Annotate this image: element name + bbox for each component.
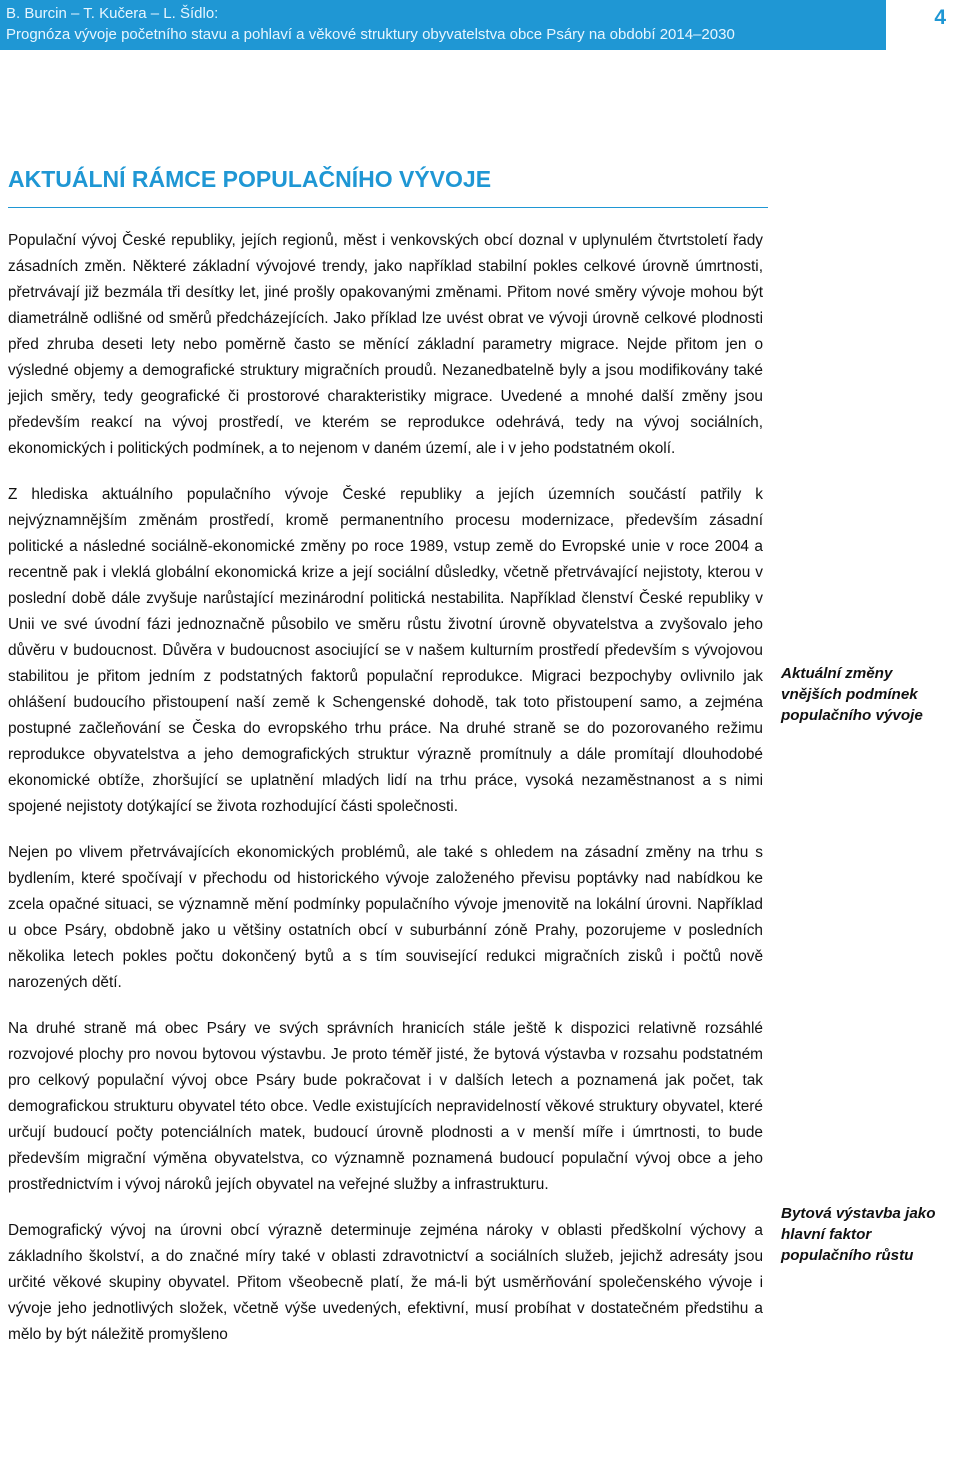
margin-note-housing-construction: Bytová výstavba jako hlavní faktor populačního růstu bbox=[781, 1205, 936, 1264]
paragraph-2: Z hlediska aktuálního populačního vývoje České republiky a jejích územních součástí patřily k nejvýznamnějším změnám prostředí, kromě permanentního procesu modernizace, především zásadní politické a následné sociálně-ekonomické změny po roce 1989, vstup země do Evropské unie v roce 2004 a recentně pak i vleklá globální ekonomická krize a její sociální důsledky, včetně přetrvávající nejistoty, kterou v poslední době dále zvyšuje narůstající mezinárodní politická nestabilita. Například členství České republiky v Unii ve své úvodní fázi jednoznačně působilo ve směru růstu životní úrovně obyvatelstva a zvyšovalo jeho důvěru v budoucnost. Důvěra v budoucnost asociující se v našem kulturním prostředí především s vývojovou stabilitou je přitom jedním z podstatných faktorů populační reprodukce. Migraci bezpochyby ovlivnilo jak ohlášení budoucího přistoupení naší země k Schengenské dohodě, tak toto přistoupení samo, a zejména postupné začleňování se Česka do evropského trhu práce. Na druhé straně se do pozorovaného režimu reprodukce obyvatelstva a jeho demografických struktur výrazně promítnuly a dále promítají dlouhodobé ekonomické obtíže, zhoršující se uplatnění mladých lidí na trhu práce, vysoká nezaměstnanost a s nimi spojené nejistoty dotýkající se života rozhodující části společnosti. bbox=[8, 486, 763, 815]
page-header-band bbox=[0, 0, 960, 50]
paragraph-5: Demografický vývoj na úrovni obcí výrazně determinuje zejména nároky v oblasti předškolní výchovy a základního školství, a do značné míry také v oblasti zdravotnictví a sociálních služeb, jejichž adresáty jsou určité věkové skupiny obyvatel. Přitom všeobecně platí, že má-li být usměrňování společenského vývoje i vývoje jeho jednotlivých složek, včetně výše uvedených, efektivní, musí probíhat v dostatečném předstihu a mělo by být náležitě promyšleno bbox=[8, 1222, 763, 1343]
paragraph-4: Na druhé straně má obec Psáry ve svých správních hranicích stále ještě k dispozici relativně rozsáhlé rozvojové plochy pro novou bytovou výstavbu. Je proto téměř jisté, že bytová výstavba v rozsahu podstatném pro celkový populační vývoj obce Psáry bude pokračovat i v dalších letech a poznamená jak počet, tak demografickou strukturu obyvatel této obce. Vedle existujících nepravidelností věkové struktury obyvatel, které určují budoucí počty potenciálních matek, budoucí úrovně plodnosti a v menší míře i úmrtnosti, to bude především migrační výměna obyvatelstva, co významně poznamená budoucí populační vývoj obce a jeho prostřednictvím i vývoj nároků jejích obyvatel na veřejné služby a infrastrukturu. bbox=[8, 1020, 763, 1193]
paragraph-3: Nejen po vlivem přetrvávajících ekonomických problémů, ale také s ohledem na zásadní změny na trhu s bydlením, které spočívají v přechodu od historického vývoje založeného převisu poptávky nad nabídkou ke zcela opačné situaci, se významně mění podmínky populačního vývoje jmenovitě na lokální úrovni. Například u obce Psáry, obdobně jako u většiny ostatních obcí v suburbánní zóně Prahy, pozorujeme v posledních několika letech pokles počtu dokončený bytů a s tím související redukci migračních zisků i počtů nově narozených dětí. bbox=[8, 844, 763, 991]
margin-note-external-conditions: Aktuální změny vnějších podmínek populačního vývoje bbox=[781, 665, 923, 724]
section-title: AKTUÁLNÍ RÁMCE POPULAČNÍHO VÝVOJE bbox=[8, 166, 768, 208]
header-authors: B. Burcin – T. Kučera – L. Šídlo: bbox=[6, 5, 219, 22]
header-document-title: Prognóza vývoje početního stavu a pohlaví a věkové struktury obyvatelstva obce Psáry na období 2014–2030 bbox=[6, 26, 735, 43]
page-number-box bbox=[886, 0, 960, 50]
page-number: 4 bbox=[934, 6, 946, 29]
body-text bbox=[8, 228, 763, 1368]
paragraph-1: Populační vývoj České republiky, jejích regionů, měst i venkovských obcí doznal v uplynulém čtvrtstoletí řady zásadních změn. Některé základní vývojové trendy, jako například stabilní pokles celkové úrovně úmrtnosti, přetrvávají již bezmála tři desítky let, jiné prošly opakovanými změnami. Přitom nové směry vývoje mohou být diametrálně odlišné od směrů předcházejících. Jako příklad lze uvést obrat ve vývoji úrovně celkové plodnosti před zhruba deseti lety nebo poměrně často se měnící základní parametry migrace. Nejde přitom jen o výsledné objemy a demografické struktury migračních proudů. Nezanedbatelně byly a jsou modifikovány také jejich směry, tedy geografické či prostorové charakteristiky migrace. Uvedené a mnohé další změny jsou především reakcí na vývoj prostředí, ve kterém se reprodukce odehrává, tedy na vývoj sociálních, ekonomických i politických podmínek, a to nejenom v daném území, ale i v jeho podstatném okolí. bbox=[8, 232, 763, 457]
